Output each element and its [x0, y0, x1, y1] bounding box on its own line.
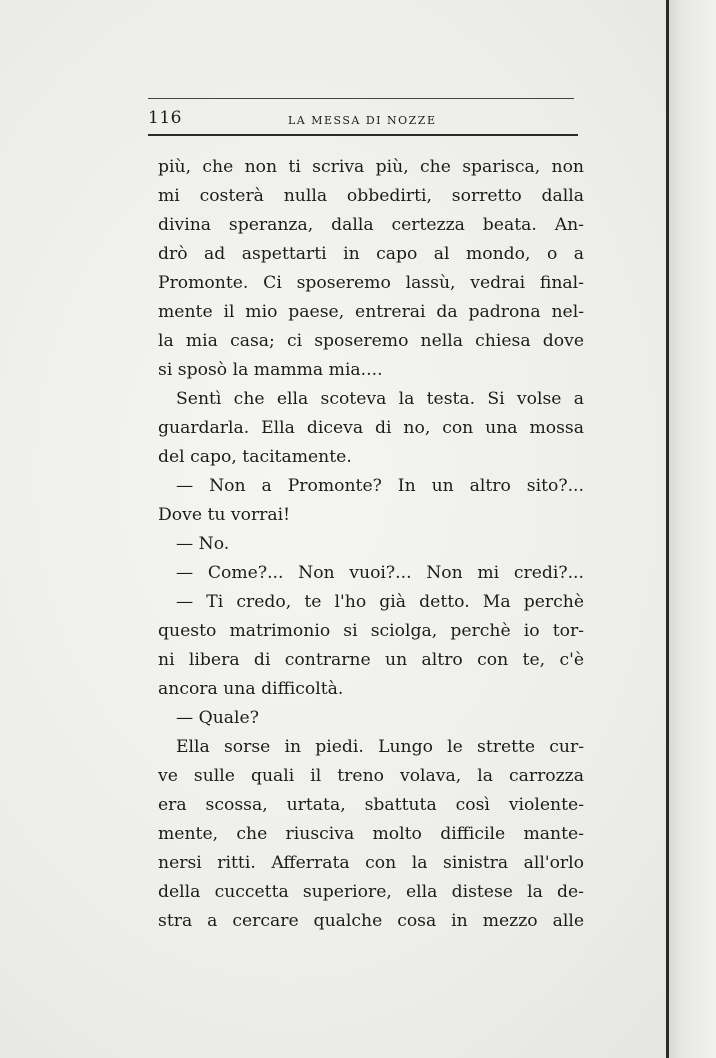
text-line: mente, che riusciva molto difficile mante-: [158, 824, 584, 844]
text-line: ni libera di contrarne un altro con te, c'è: [158, 650, 584, 670]
page-number: 116: [148, 108, 182, 128]
text-line: Promonte. Ci sposeremo lassù, vedrai final-: [158, 273, 584, 293]
running-title: LA MESSA DI NOZZE: [288, 114, 437, 127]
text-line: — Ti credo, te l'ho già detto. Ma perchè: [176, 592, 584, 612]
text-line: stra a cercare qualche cosa in mezzo alle: [158, 911, 584, 931]
top-rule: [148, 98, 574, 99]
page-header: [148, 106, 578, 132]
text-line: Dove tu vorrai!: [158, 505, 291, 525]
text-line: ve sulle quali il treno volava, la carrozza: [158, 766, 584, 786]
text-line: mi costerà nulla obbedirti, sorretto dalla: [158, 186, 584, 206]
text-line: — Quale?: [176, 708, 259, 728]
text-line: divina speranza, dalla certezza beata. An-: [158, 215, 584, 235]
page-binding-edge: [668, 0, 716, 1058]
text-line: più, che non ti scriva più, che sparisca, non: [158, 157, 584, 177]
text-line: nersi ritti. Afferrata con la sinistra all'orlo: [158, 853, 584, 873]
text-line: questo matrimonio si sciolga, perchè io tor-: [158, 621, 584, 641]
text-line: della cuccetta superiore, ella distese la de-: [158, 882, 584, 902]
header-rule: [148, 134, 578, 136]
body-text: [158, 153, 584, 936]
binding-shadow-line: [666, 0, 669, 1058]
text-line: la mia casa; ci sposeremo nella chiesa dove: [158, 331, 584, 351]
text-line: era scossa, urtata, sbattuta così violente-: [158, 795, 584, 815]
text-line: guardarla. Ella diceva di no, con una mossa: [158, 418, 584, 438]
text-line: Sentì che ella scoteva la testa. Si volse a: [176, 389, 584, 409]
text-line: — No.: [176, 534, 230, 554]
text-line: si sposò la mamma mia....: [158, 360, 383, 380]
text-line: — Non a Promonte? In un altro sito?...: [176, 476, 584, 496]
text-line: Ella sorse in piedi. Lungo le strette cur-: [176, 737, 584, 757]
text-line: — Come?... Non vuoi?... Non mi credi?...: [176, 563, 584, 583]
text-line: del capo, tacitamente.: [158, 447, 352, 467]
text-line: ancora una difficoltà.: [158, 679, 344, 699]
text-line: drò ad aspettarti in capo al mondo, o a: [158, 244, 584, 264]
text-line: mente il mio paese, entrerai da padrona nel-: [158, 302, 584, 322]
